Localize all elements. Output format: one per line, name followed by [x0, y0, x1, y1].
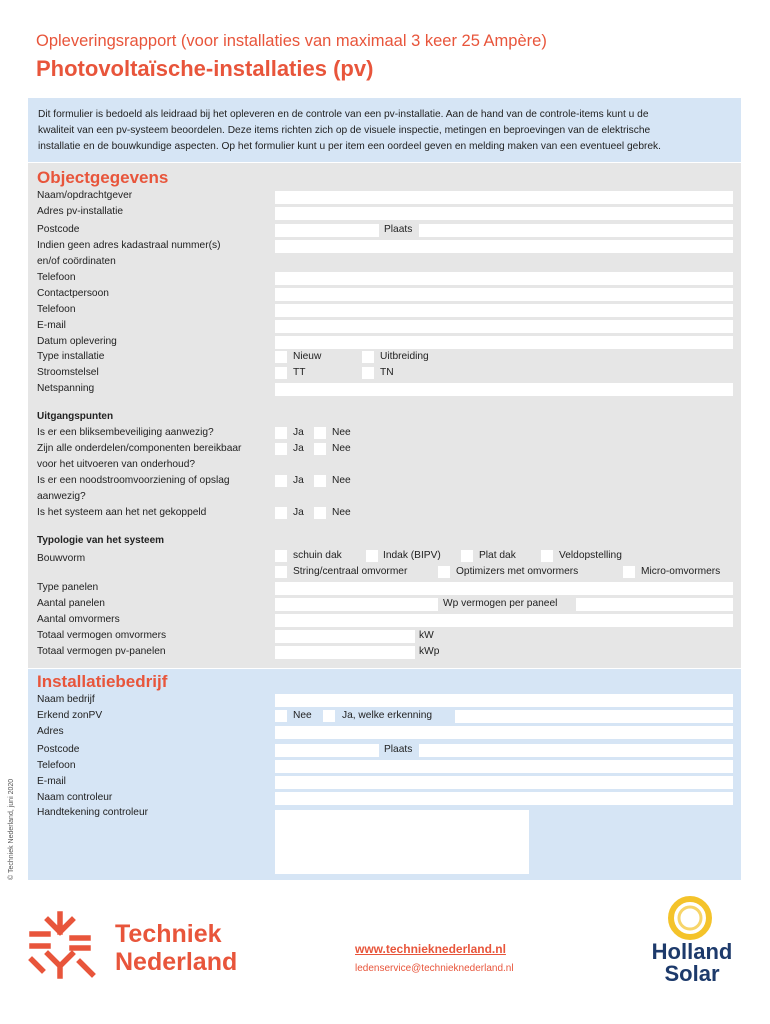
schuin-dak-checkbox[interactable]	[275, 550, 287, 562]
kadastraal-field[interactable]	[275, 240, 733, 253]
label-telefoon-bedrijf: Telefoon	[37, 760, 76, 771]
nee-label: Nee	[332, 427, 351, 438]
erkenning-field[interactable]	[455, 710, 733, 723]
uitgangspunten-heading: Uitgangspunten	[37, 411, 114, 422]
question-netgekoppeld: Is het systeem aan het net gekoppeld	[37, 507, 207, 518]
section-heading-objectgegevens: Objectgegevens	[37, 168, 169, 187]
label-datum: Datum oplevering	[37, 336, 117, 347]
uitbreiding-checkbox[interactable]	[362, 351, 374, 363]
nee-label: Nee	[332, 507, 351, 518]
contactpersoon-field[interactable]	[275, 288, 733, 301]
plaats-field[interactable]	[419, 224, 733, 237]
veldopstelling-checkbox[interactable]	[541, 550, 553, 562]
ja-label: Ja	[293, 427, 304, 438]
string-omvormer-checkbox[interactable]	[275, 566, 287, 578]
logo-line-nederland: Nederland	[115, 948, 238, 976]
q4-nee-checkbox[interactable]	[314, 507, 326, 519]
telefoon-contact-field[interactable]	[275, 304, 733, 317]
label-controleur: Naam controleur	[37, 792, 113, 803]
label-email: E-mail	[37, 320, 66, 331]
label-aantal-panelen: Aantal panelen	[37, 598, 105, 609]
logo-line-techniek: Techniek	[115, 920, 222, 948]
hs-line-solar: Solar	[664, 961, 720, 986]
optimizers-checkbox[interactable]	[438, 566, 450, 578]
ja-label: Ja	[293, 443, 304, 454]
nieuw-checkbox[interactable]	[275, 351, 287, 363]
q4-ja-checkbox[interactable]	[275, 507, 287, 519]
label-bouwvorm: Bouwvorm	[37, 553, 86, 564]
label-adres: Adres pv-installatie	[37, 206, 124, 217]
totaal-omvormers-field[interactable]	[275, 630, 415, 643]
telefoon-field[interactable]	[275, 272, 733, 285]
uitbreiding-label: Uitbreiding	[380, 351, 429, 362]
erkend-ja-label: Ja, welke erkenning	[342, 710, 433, 721]
email-link[interactable]: ledenservice@technieknederland.nl	[355, 963, 514, 974]
label-postcode: Postcode	[37, 224, 80, 235]
ja-label: Ja	[293, 475, 304, 486]
q2-nee-checkbox[interactable]	[314, 443, 326, 455]
label-erkend: Erkend zonPV	[37, 710, 103, 721]
report-title: Photovoltaïsche-installaties (pv)	[36, 56, 374, 81]
section-heading-installatiebedrijf: Installatiebedrijf	[37, 672, 168, 691]
question-bereikbaar: Zijn alle onderdelen/componenten bereikbaar	[37, 443, 242, 454]
intro-line: kwaliteit van een pv-systeem beoordelen. Deze items richten zich op de visuele inspectie, metingen en beproevingen van de elektrische	[38, 125, 651, 136]
aantal-omvormers-field[interactable]	[275, 614, 733, 627]
adres-bedrijf-field[interactable]	[275, 726, 733, 739]
label-stroomstelsel: Stroomstelsel	[37, 367, 99, 378]
indak-label: Indak (BIPV)	[383, 550, 441, 561]
naam-bedrijf-field[interactable]	[275, 694, 733, 707]
erkend-ja-checkbox[interactable]	[323, 710, 335, 722]
wp-field[interactable]	[576, 598, 733, 611]
label-plaats-bedrijf: Plaats	[384, 744, 413, 755]
email-field[interactable]	[275, 320, 733, 333]
hs-line-holland: Holland	[651, 939, 733, 964]
nee-label: Nee	[332, 475, 351, 486]
tt-label: TT	[293, 367, 306, 378]
adres-field[interactable]	[275, 207, 733, 220]
question-bliksembeveiliging: Is er een bliksembeveiliging aanwezig?	[37, 427, 214, 438]
nieuw-label: Nieuw	[293, 351, 322, 362]
string-omvormer-label: String/centraal omvormer	[293, 566, 408, 577]
indak-checkbox[interactable]	[366, 550, 378, 562]
tt-checkbox[interactable]	[275, 367, 287, 379]
kw-unit: kW	[419, 630, 434, 641]
telefoon-bedrijf-field[interactable]	[275, 760, 733, 773]
plat-dak-checkbox[interactable]	[461, 550, 473, 562]
label-netspanning: Netspanning	[37, 383, 95, 394]
tn-checkbox[interactable]	[362, 367, 374, 379]
signature-box[interactable]	[275, 810, 529, 874]
website-link[interactable]: www.technieknederland.nl	[355, 942, 506, 956]
kwp-unit: kWp	[419, 646, 440, 657]
label-telefoon-contact: Telefoon	[37, 304, 76, 315]
report-subtitle: Opleveringsrapport (voor installaties van maximaal 3 keer 25 Ampère)	[36, 32, 547, 50]
micro-omvormers-checkbox[interactable]	[623, 566, 635, 578]
label-kadastraal: Indien geen adres kadastraal nummer(s)	[37, 240, 221, 251]
erkend-nee-checkbox[interactable]	[275, 710, 287, 722]
label-totaal-panelen: Totaal vermogen pv-panelen	[37, 646, 166, 657]
ja-label: Ja	[293, 507, 304, 518]
label-postcode-bedrijf: Postcode	[37, 744, 80, 755]
label-coordinaten: en/of coördinaten	[37, 256, 116, 267]
question-noodstroom-cont: aanwezig?	[37, 491, 86, 502]
nee-label: Nee	[332, 443, 351, 454]
label-aantal-omvormers: Aantal omvormers	[37, 614, 120, 625]
optimizers-label: Optimizers met omvormers	[456, 566, 579, 577]
copyright-note: © Techniek Nederland, juni 2020	[8, 778, 15, 880]
holland-solar-sun-icon	[660, 893, 720, 943]
email-bedrijf-field[interactable]	[275, 776, 733, 789]
postcode-bedrijf-field[interactable]	[275, 744, 379, 757]
label-telefoon: Telefoon	[37, 272, 76, 283]
label-plaats: Plaats	[384, 224, 413, 235]
techniek-nederland-logo-icon	[28, 910, 108, 980]
question-bereikbaar-cont: voor het uitvoeren van onderhoud?	[37, 459, 196, 470]
micro-omvormers-label: Micro-omvormers	[641, 566, 721, 577]
label-handtekening: Handtekening controleur	[37, 807, 149, 818]
intro-line: installatie en de bouwkundige aspecten. Op het formulier kunt u per item een oordeel geven en melding maken van een eventueel gebrek.	[38, 141, 661, 152]
postcode-field[interactable]	[275, 224, 379, 237]
q3-ja-checkbox[interactable]	[275, 475, 287, 487]
q1-nee-checkbox[interactable]	[314, 427, 326, 439]
label-contactpersoon: Contactpersoon	[37, 288, 109, 299]
intro-text	[28, 98, 741, 162]
netspanning-field[interactable]	[275, 383, 733, 396]
label-email-bedrijf: E-mail	[37, 776, 66, 787]
intro-line: Dit formulier is bedoeld als leidraad bij het opleveren en de controle van een pv-installatie. Aan de hand van de controle-items kunt u de	[38, 109, 649, 120]
label-totaal-omvormers: Totaal vermogen omvormers	[37, 630, 167, 641]
typologie-heading: Typologie van het systeem	[37, 535, 165, 546]
label-type-panelen: Type panelen	[37, 582, 99, 593]
question-noodstroom: Is er een noodstroomvoorziening of opslag	[37, 475, 230, 486]
plat-dak-label: Plat dak	[479, 550, 516, 561]
controleur-field[interactable]	[275, 792, 733, 805]
techniek-nederland-wordmark	[115, 920, 237, 976]
naam-field[interactable]	[275, 191, 733, 204]
q2-ja-checkbox[interactable]	[275, 443, 287, 455]
datum-field[interactable]	[275, 336, 733, 349]
erkend-nee-label: Nee	[293, 710, 312, 721]
totaal-panelen-field[interactable]	[275, 646, 415, 659]
plaats-bedrijf-field[interactable]	[419, 744, 733, 757]
label-type-installatie: Type installatie	[37, 351, 105, 362]
q3-nee-checkbox[interactable]	[314, 475, 326, 487]
tn-label: TN	[380, 367, 394, 378]
label-adres-bedrijf: Adres	[37, 726, 64, 737]
aantal-panelen-field[interactable]	[275, 598, 438, 611]
veldopstelling-label: Veldopstelling	[559, 550, 622, 561]
label-wp: Wp vermogen per paneel	[443, 598, 558, 609]
schuin-dak-label: schuin dak	[293, 550, 342, 561]
type-panelen-field[interactable]	[275, 582, 733, 595]
label-naam: Naam/opdrachtgever	[37, 190, 133, 201]
q1-ja-checkbox[interactable]	[275, 427, 287, 439]
holland-solar-wordmark	[643, 941, 741, 985]
label-naam-bedrijf: Naam bedrijf	[37, 694, 95, 705]
